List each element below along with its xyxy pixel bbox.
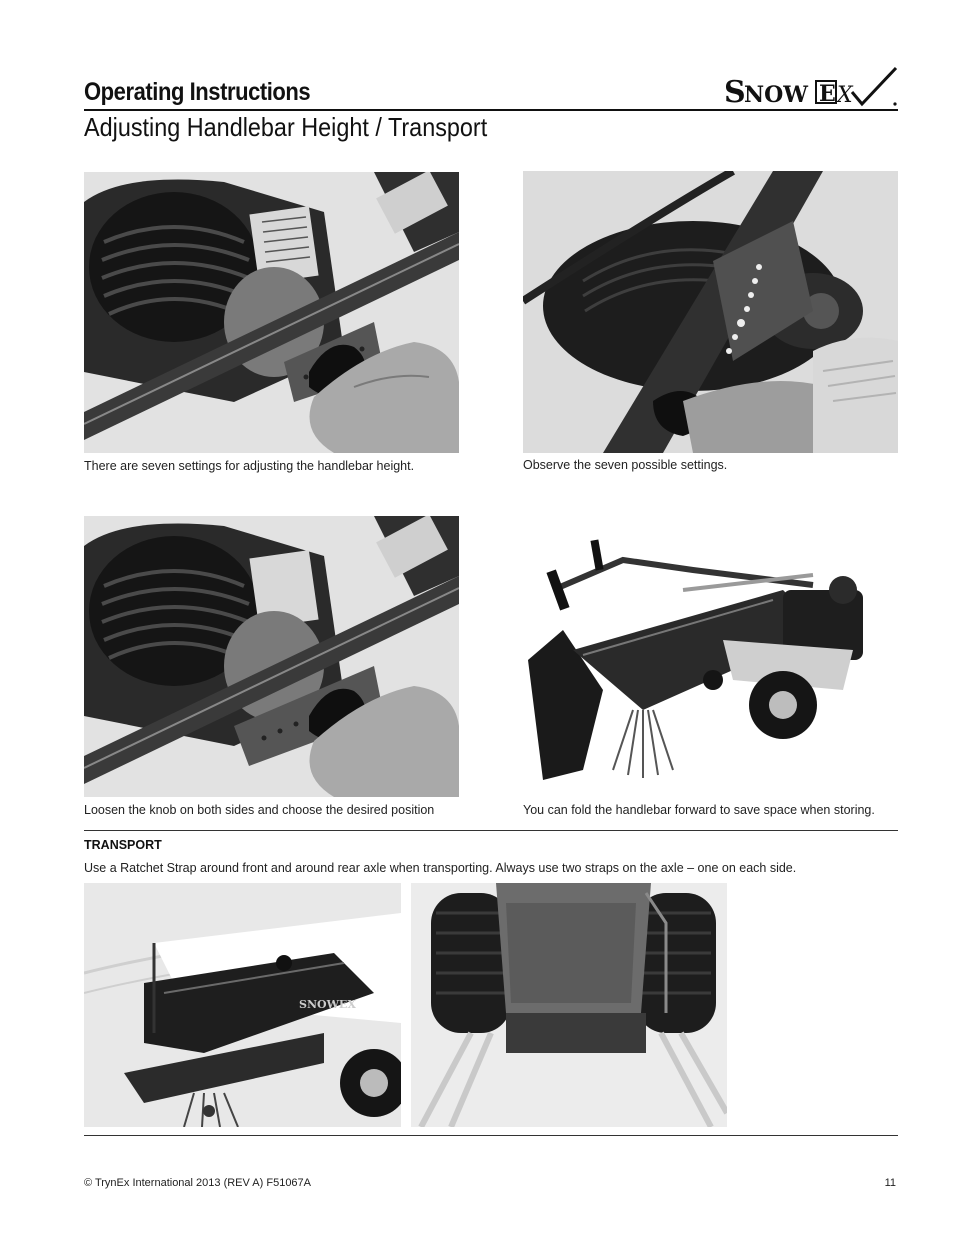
svg-text:X: X [837,83,853,108]
photo-loosen-knob [84,516,459,797]
page-subtitle: Adjusting Handlebar Height / Transport [84,112,488,142]
photo-caption-1: There are seven settings for adjusting the handlebar height. [84,459,415,473]
photo-caption-4: You can fold the handlebar forward to save space when storing. [523,803,875,817]
photo-handlebar-knob [84,172,459,453]
photo-transport-front [84,883,401,1127]
page-title: Operating Instructions [84,78,311,106]
footer-divider [84,1135,898,1136]
snowex-logo [724,66,900,110]
svg-text:S: S [724,75,746,110]
section-divider [84,830,898,831]
svg-text:NOW: NOW [744,82,808,108]
footer-copyright: © TrynEx International 2013 (REV A) F51067A [84,1177,312,1189]
photo-folded-handlebar [523,530,898,782]
photo-seven-settings [523,171,898,453]
svg-text:E: E [819,81,836,107]
photo-caption-3: Loosen the knob on both sides and choose the desired position [84,803,435,817]
transport-heading: TRANSPORT [84,838,162,852]
photo-transport-rear [411,883,727,1127]
transport-body: Use a Ratchet Strap around front and around rear axle when transporting. Always use two straps on the axle – one on each side. [84,861,797,875]
photo-caption-2: Observe the seven possible settings. [523,458,728,472]
svg-text:SNOWEX: SNOWEX [299,998,356,1011]
page-number: 11 [884,1177,896,1189]
